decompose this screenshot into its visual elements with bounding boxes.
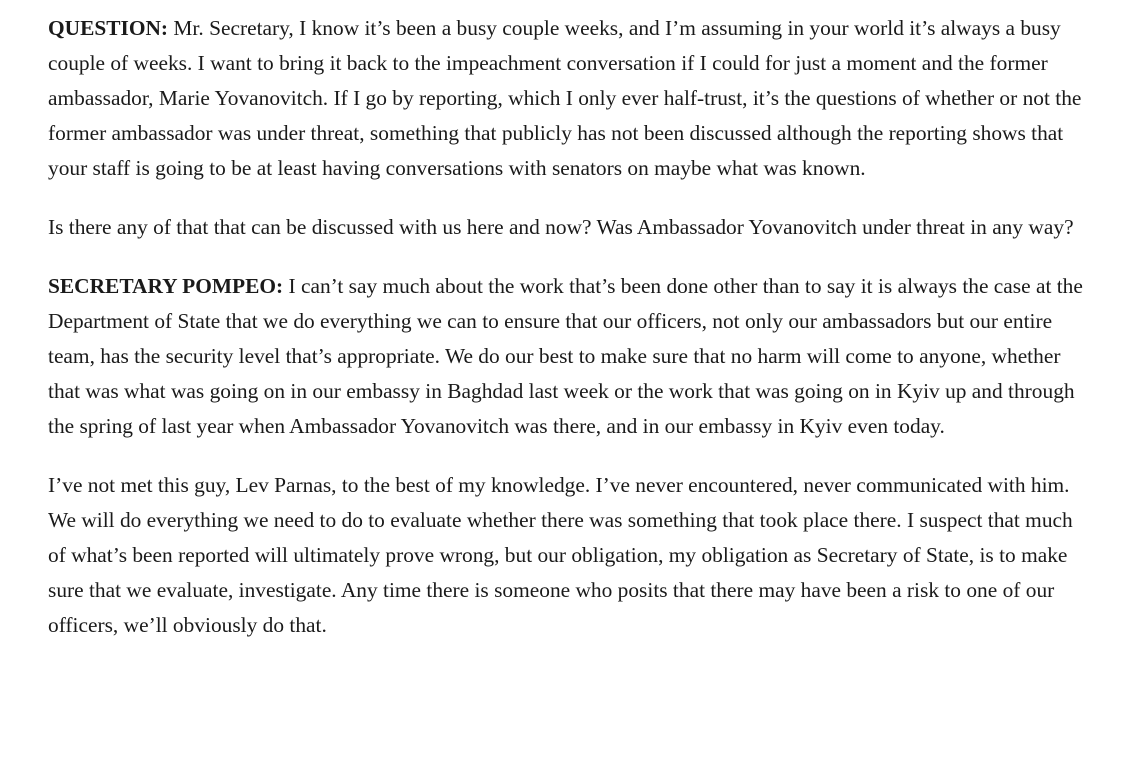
speaker-label: SECRETARY POMPEO: <box>48 274 284 298</box>
transcript-paragraph-question <box>48 11 1088 186</box>
transcript-paragraph-question-followup <box>48 210 1088 245</box>
transcript-body <box>48 11 1088 643</box>
paragraph-text: Is there any of that that can be discussed with us here and now? Was Ambassador Yovanovitch under threat in any way? <box>48 215 1074 239</box>
paragraph-text: I’ve not met this guy, Lev Parnas, to the best of my knowledge. I’ve never encountered, never communicated with him. We will do everything we need to do to evaluate whether there was something that took place there. I suspect that much of what’s been reported will ultimately prove wrong, but our obligation, my obligation as Secretary of State, is to make sure that we evaluate, investigate. Any time there is someone who posits that there may have been a risk to one of our officers, we’ll obviously do that. <box>48 473 1073 637</box>
paragraph-text: I can’t say much about the work that’s been done other than to say it is always the case at the Department of State that we do everything we can to ensure that our officers, not only our ambassadors but our entire team, has the security level that’s appropriate. We do our best to make sure that no harm will come to anyone, whether that was what was going on in our embassy in Baghdad last week or the work that was going on in Kyiv up and through the spring of last year when Ambassador Yovanovitch was there, and in our embassy in Kyiv even today. <box>48 274 1083 438</box>
transcript-paragraph-answer-continued <box>48 468 1088 643</box>
paragraph-text: Mr. Secretary, I know it’s been a busy couple weeks, and I’m assuming in your world it’s always a busy couple of weeks. I want to bring it back to the impeachment conversation if I could for just a moment and the former ambassador, Marie Yovanovitch. If I go by reporting, which I only ever half-trust, it’s the questions of whether or not the former ambassador was under threat, something that publicly has not been discussed although the reporting shows that your staff is going to be at least having conversations with senators on maybe what was known. <box>48 16 1082 180</box>
speaker-label: QUESTION: <box>48 16 169 40</box>
transcript-paragraph-answer <box>48 269 1088 444</box>
